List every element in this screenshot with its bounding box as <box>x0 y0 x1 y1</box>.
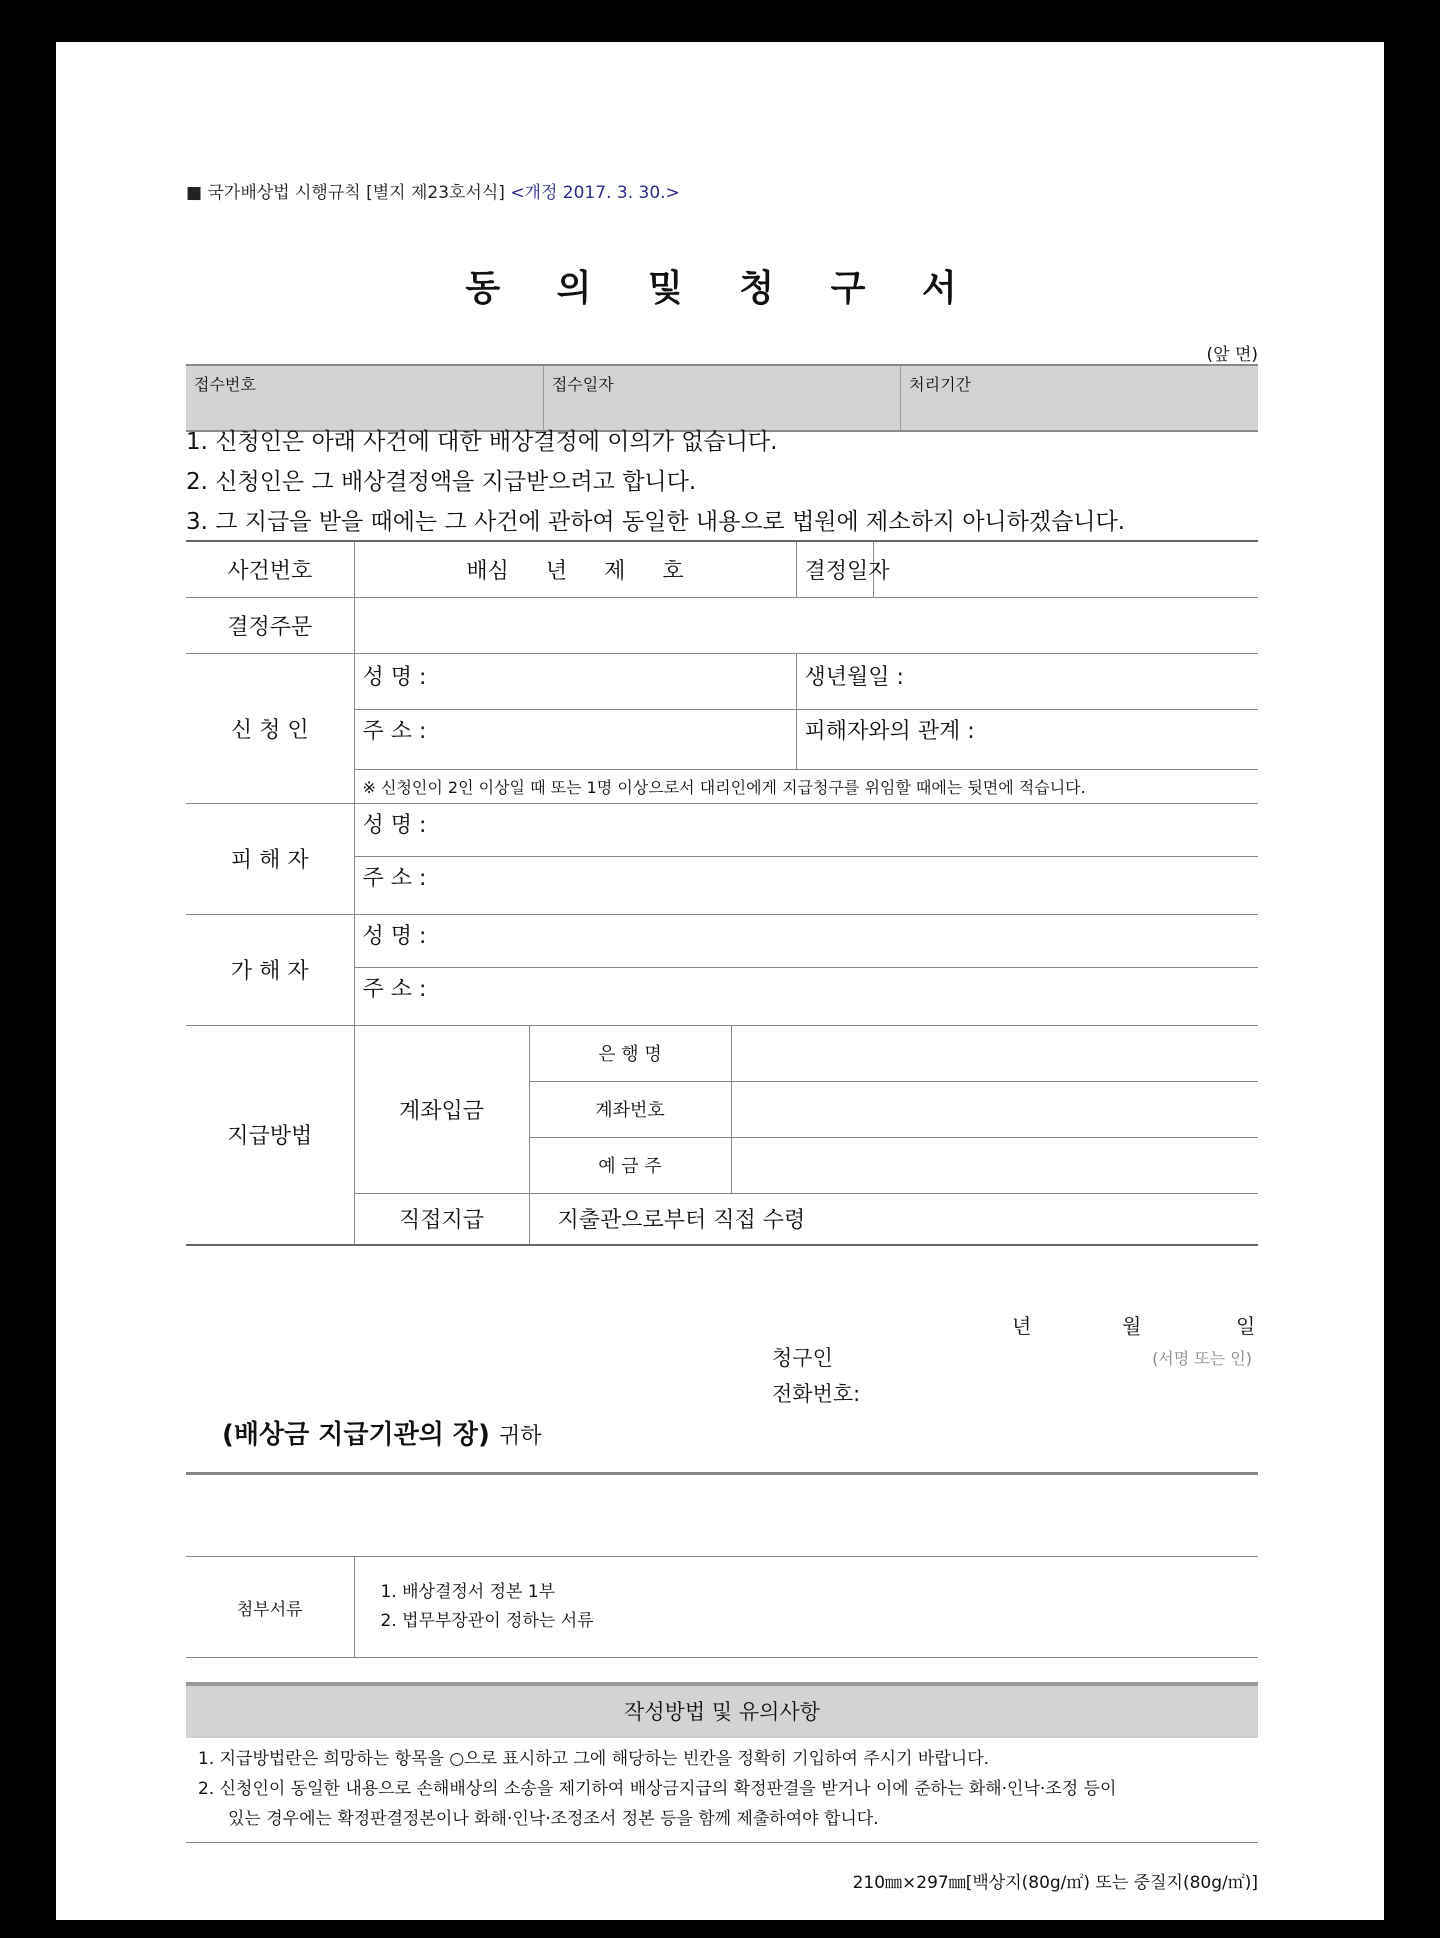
perpetrator-name-field[interactable]: 성 명 : <box>354 914 1258 967</box>
payment-method-label: 지급방법 <box>186 1025 354 1245</box>
applicant-note: ※ 신청인이 2인 이상일 때 또는 1명 이상으로서 대리인에게 지급청구를 위임할 때에는 뒷면에 적습니다. <box>354 769 1258 803</box>
statement-item: 3. 그 지급을 받을 때에는 그 사건에 관하여 동일한 내용으로 법원에 제소하지 아니하겠습니다. <box>186 509 1126 535</box>
decision-date-label: 결정일자 <box>796 541 873 597</box>
victim-address-field[interactable]: 주 소 : <box>354 856 1258 914</box>
direct-payment-description: 지출관으로부터 직접 수령 <box>529 1193 1258 1245</box>
date-year-label: 년 <box>1012 1314 1032 1338</box>
account-holder-field[interactable] <box>731 1137 1258 1193</box>
case-number-field[interactable]: 배심 년 제 호 <box>354 541 796 597</box>
sign-or-seal-note: (서명 또는 인) <box>1152 1349 1252 1368</box>
decision-order-label: 결정주문 <box>186 597 354 653</box>
decision-date-field[interactable] <box>873 541 1258 597</box>
processing-period-field[interactable]: 처리기간 <box>901 366 1258 430</box>
account-number-field[interactable] <box>731 1081 1258 1137</box>
statement-item: 1. 신청인은 아래 사건에 대한 배상결정에 이의가 없습니다. <box>186 429 778 455</box>
instruction-item: 1. 지급방법란은 희망하는 항목을 ○으로 표시하고 그에 해당하는 빈칸을 정확히 기입하여 주시기 바랍니다. <box>198 1749 990 1769</box>
date-month-label: 월 <box>1122 1314 1142 1338</box>
decision-order-field[interactable] <box>354 597 1258 653</box>
attachments-table <box>186 1556 1258 1658</box>
bank-name-field[interactable] <box>731 1025 1258 1081</box>
applicant-birthdate-field[interactable]: 생년월일 : <box>796 653 1258 709</box>
bullet-square-icon: ■ <box>186 183 203 203</box>
bank-transfer-option[interactable]: 계좌입금 <box>354 1025 529 1193</box>
consent-statements <box>186 422 1258 542</box>
perpetrator-label: 가 해 자 <box>186 914 354 1025</box>
victim-label: 피 해 자 <box>186 803 354 914</box>
instructions-body <box>186 1744 1258 1834</box>
receipt-number-field[interactable]: 접수번호 <box>186 366 543 430</box>
form-page <box>56 42 1384 1920</box>
instruction-item-continued: 있는 경우에는 확정판결정본이나 화해·인낙·조정조서 정본 등을 함께 제출하여야 합니다. <box>228 1809 879 1829</box>
main-form-table <box>186 540 1258 1246</box>
instruction-item: 2. 신청인이 동일한 내용으로 손해배상의 소송을 제기하여 배상금지급의 확정판결을 받거나 이에 준하는 화해·인낙·조정 등이 <box>198 1779 1117 1799</box>
revision-date: <개정 2017. 3. 30.> <box>510 183 680 203</box>
divider <box>186 1472 1258 1475</box>
form-header <box>186 178 1258 203</box>
divider <box>186 1842 1258 1843</box>
phone-label[interactable]: 전화번호: <box>772 1382 861 1406</box>
paper-spec: 210㎜×297㎜[백상지(80g/㎡) 또는 중질지(80g/㎡)] <box>852 1873 1258 1893</box>
perpetrator-address-field[interactable]: 주 소 : <box>354 967 1258 1025</box>
applicant-label: 신 청 인 <box>186 653 354 803</box>
bank-name-label: 은 행 명 <box>529 1025 731 1081</box>
applicant-relation-field[interactable]: 피해자와의 관계 : <box>796 709 1258 769</box>
addressee <box>186 1414 1258 1451</box>
instructions-heading: 작성방법 및 유의사항 <box>186 1682 1258 1738</box>
case-number-label: 사건번호 <box>186 541 354 597</box>
attachment-item: 1. 배상결정서 정본 1부 <box>380 1582 556 1602</box>
receipt-date-field[interactable]: 접수일자 <box>543 366 900 430</box>
attachment-item: 2. 법무부장관이 정하는 서류 <box>380 1611 594 1631</box>
statement-item: 2. 신청인은 그 배상결정액을 지급받으려고 합니다. <box>186 469 697 495</box>
applicant-name-field[interactable]: 성 명 : <box>354 653 796 709</box>
direct-payment-option[interactable]: 직접지급 <box>354 1193 529 1245</box>
addressee-name: (배상금 지급기관의 장) <box>222 1420 490 1450</box>
claimant-label: 청구인 <box>772 1346 833 1370</box>
account-number-label: 계좌번호 <box>529 1081 731 1137</box>
victim-name-field[interactable]: 성 명 : <box>354 803 1258 856</box>
addressee-suffix: 귀하 <box>498 1424 542 1449</box>
date-day-label: 일 <box>1236 1314 1256 1338</box>
account-holder-label: 예 금 주 <box>529 1137 731 1193</box>
form-title: 동 의 및 청 구 서 <box>465 268 979 309</box>
regulation-reference: 국가배상법 시행규칙 [별지 제23호서식] <box>207 183 505 203</box>
attachments-label: 첨부서류 <box>186 1557 354 1658</box>
applicant-address-field[interactable]: 주 소 : <box>354 709 796 769</box>
page-side-label: (앞 면) <box>1206 345 1258 365</box>
